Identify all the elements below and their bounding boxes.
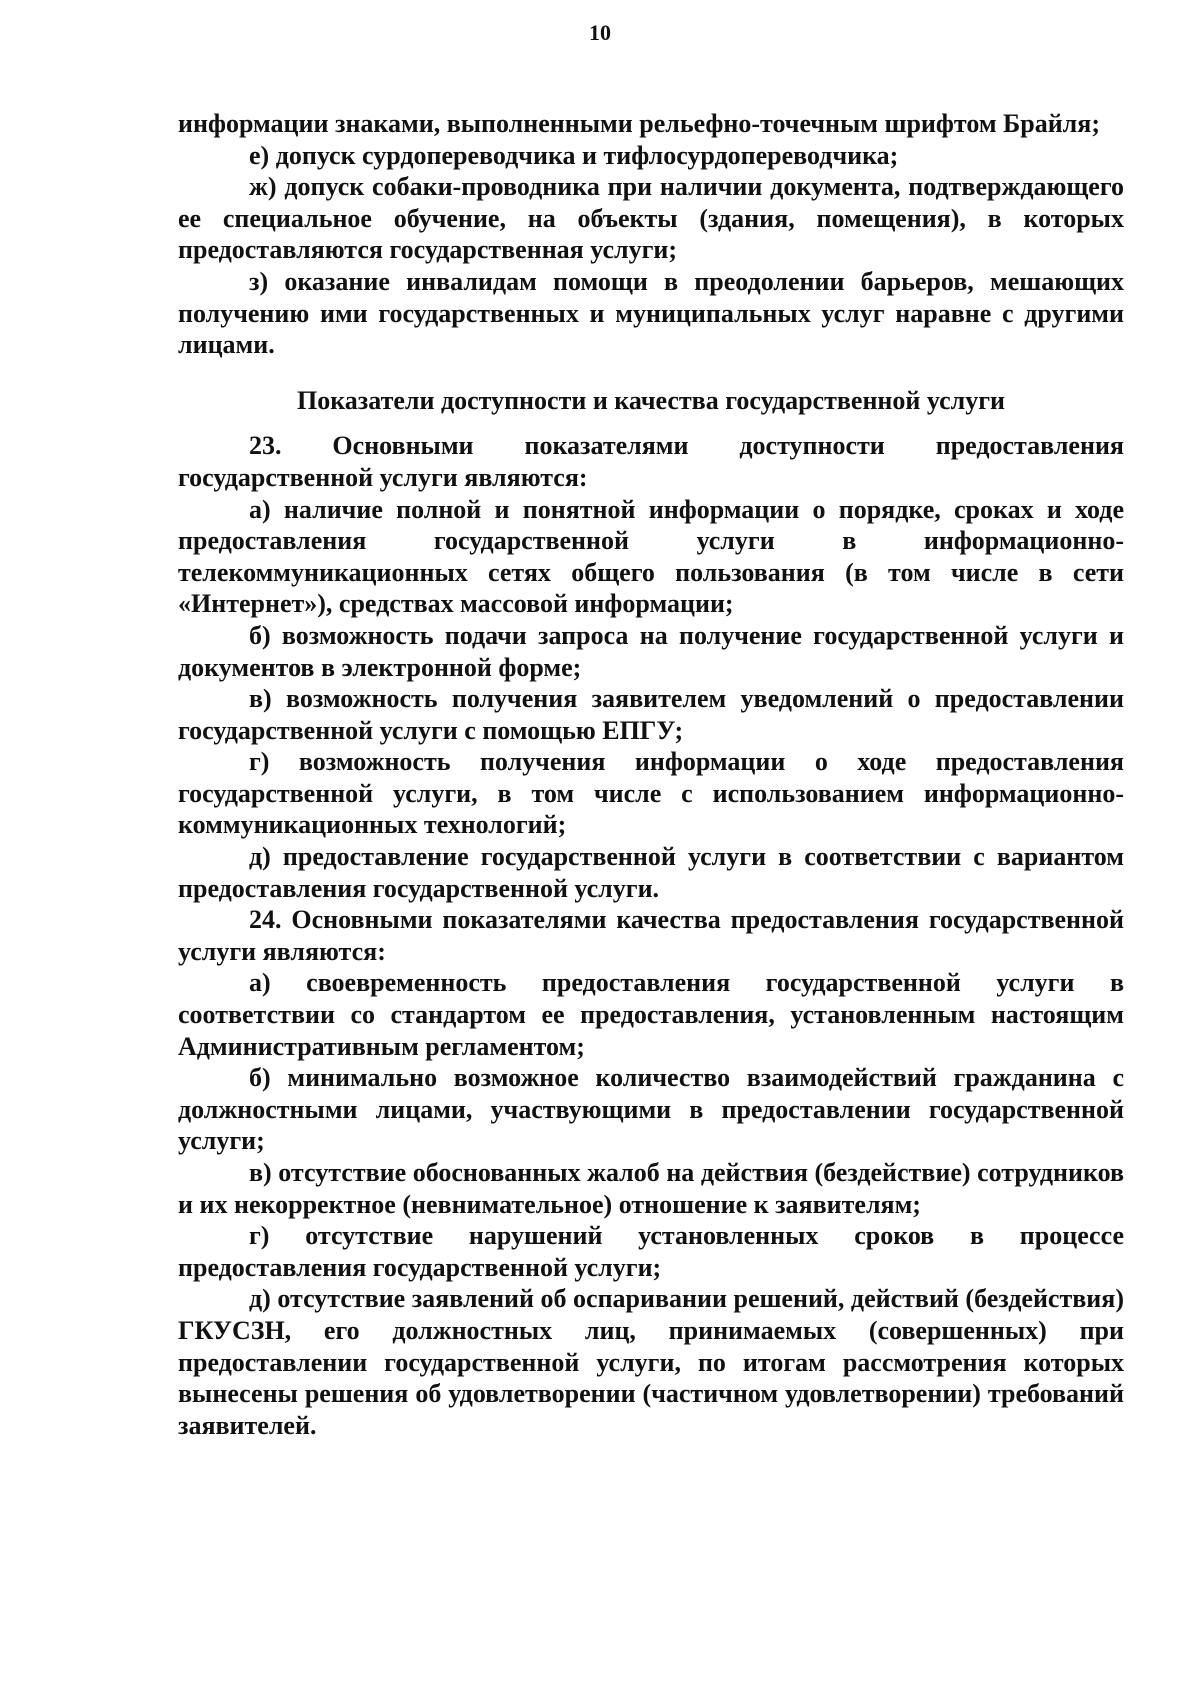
paragraph-24-b: б) минимально возможное количество взаимодействий гражданина с должностными лицами, участвующими в предоставлении государственной услуги; <box>178 1063 1124 1156</box>
paragraph-24-g: г) отсутствие нарушений установленных сроков в процессе предоставления государственной услуги; <box>178 1221 1124 1282</box>
paragraph-24-intro: 24. Основными показателями качества предоставления государственной услуги являются: <box>178 905 1124 966</box>
paragraph-item-e-sign-interpreter: е) допуск сурдопереводчика и тифлосурдопереводчика; <box>249 140 899 170</box>
paragraph-23-v: в) возможность получения заявителем уведомлений о предоставлении государственной услуги с помощью ЕПГУ; <box>178 684 1124 745</box>
paragraph-24-d: д) отсутствие заявлений об оспаривании решений, действий (бездействия) ГКУСЗН, его должностных лиц, принимаемых (совершенных) при предоставлении государственной услуги, по итогам рассмотрения которых вынесены решения об удовлетворении (частичном удовлетворении) требований заявителей. <box>178 1284 1124 1440</box>
paragraph-23-g: г) возможность получения информации о ходе предоставления государственной услуги, в том числе с использованием информационно-коммуникационных технологий; <box>178 747 1124 840</box>
section-heading: Показатели доступности и качества государственной услуги <box>296 385 1006 415</box>
paragraph-24-v: в) отсутствие обоснованных жалоб на действия (бездействие) сотрудников и их некорректное (невнимательное) отношение к заявителям; <box>178 1158 1124 1219</box>
paragraph-23-d: д) предоставление государственной услуги в соответствии с вариантом предоставления государственной услуги. <box>178 842 1124 903</box>
paragraph-23-intro: 23. Основными показателями доступности предоставления государственной услуги являются: <box>178 431 1124 492</box>
paragraph-23-b: б) возможность подачи запроса на получение государственной услуги и документов в электронной форме; <box>178 620 1124 682</box>
paragraph-23-a: а) наличие полной и понятной информации о порядке, сроках и ходе предоставления государственной услуги в информационно-телекоммуникационных сетях общего пользования (в том числе в сети «Интернет»), средствах массовой информации; <box>178 494 1124 619</box>
paragraph-braille-continuation: информации знаками, выполненными рельефно-точечным шрифтом Брайля; <box>178 109 1100 138</box>
document-body <box>178 108 1124 1441</box>
page-number: 10 <box>589 20 611 45</box>
paragraph-item-zh-guide-dog: ж) допуск собаки-проводника при наличии документа, подтверждающего ее специальное обучение, на объекты (здания, помещения), в которых предоставляются государственная услуги; <box>178 172 1124 265</box>
paragraph-24-a: а) своевременность предоставления государственной услуги в соответствии со стандартом ее предоставления, установленным настоящим Административным регламентом; <box>178 968 1124 1061</box>
paragraph-item-z-assistance: з) оказание инвалидам помощи в преодолении барьеров, мешающих получению ими государственных и муниципальных услуг наравне с другими лицами. <box>178 266 1124 360</box>
